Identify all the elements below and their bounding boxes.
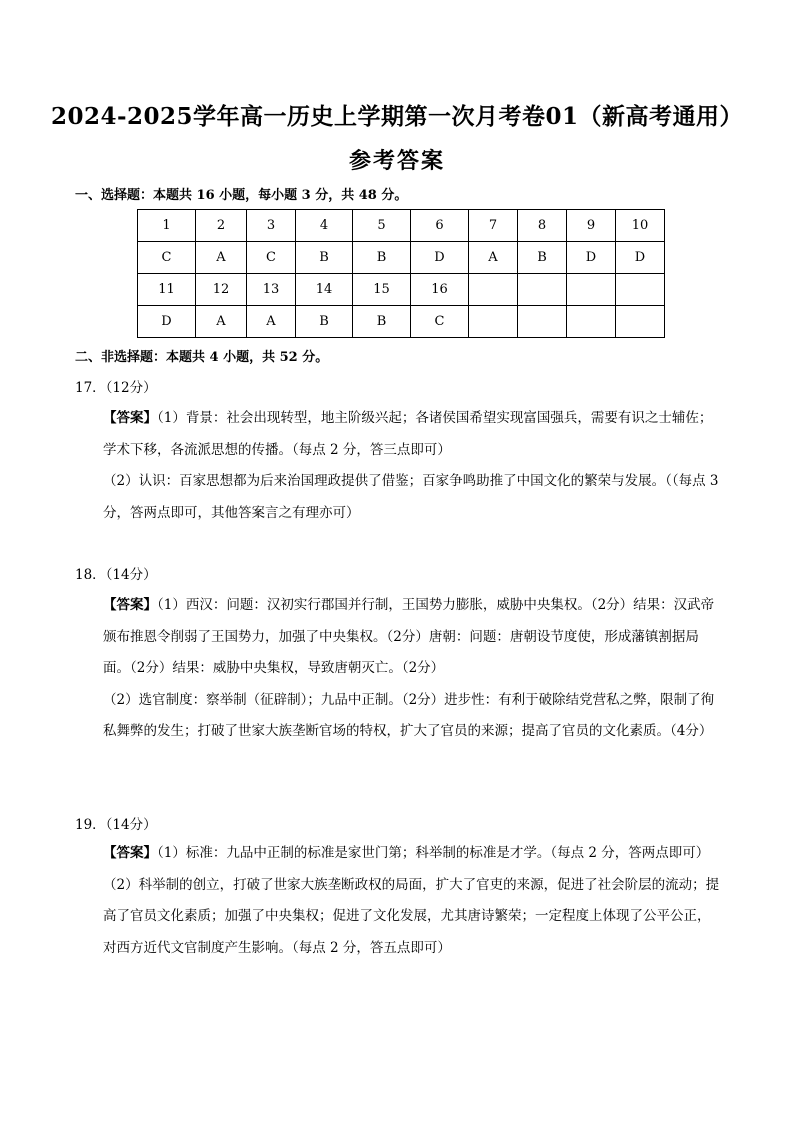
table-cell: 2 [196,210,247,242]
table-row [138,210,665,242]
document-subtitle: 参考答案 [348,148,445,174]
question-18-part2: （2）选官制度：察举制（征辟制）；九品中正制。（2分）进步性：有利于破除结党营私之弊，限制了徇私舞弊的发生；打破了世家大族垄断官场的特权，扩大了官员的来源；提高了官员的文化素质。（4分） [103,691,715,739]
table-cell [469,274,518,306]
table-cell: A [196,242,247,274]
table-cell [518,274,567,306]
table-cell: B [296,306,353,338]
table-cell: 16 [411,274,469,306]
section-heading-choice: 一、选择题：本题共 16 小题，每小题 3 分，共 48 分。 [75,188,408,203]
table-cell [567,306,616,338]
question-17-heading: 17．（12分） [75,380,157,396]
question-17-answer [103,403,723,529]
table-cell: B [353,306,411,338]
table-cell: 9 [567,210,616,242]
table-cell: 8 [518,210,567,242]
answer-tag: 【答案】 [103,597,157,613]
question-18-heading: 18．（14分） [75,567,157,583]
table-cell: C [247,242,296,274]
question-19-part2: （2）科举制的创立，打破了世家大族垄断政权的局面，扩大了官吏的来源，促进了社会阶层的流动；提高了官员文化素质；加强了中央集权；促进了文化发展，尤其唐诗繁荣；一定程度上体现了公平公正，对西方近代文官制度产生影响。（每点 2 分，答五点即可） [103,876,720,956]
table-cell: B [518,242,567,274]
question-18-part1: 【答案】（1）西汉：问题：汉初实行郡国并行制，王国势力膨胀，威胁中央集权。（2分）结果：汉武帝颁布推恩令削弱了王国势力，加强了中央集权。（2分）唐朝：问题：唐朝设节度使，形成藩镇割据局面。（2分）结果：威胁中央集权，导致唐朝灭亡。（2分） [103,597,715,676]
table-cell: 10 [616,210,665,242]
table-cell: A [469,242,518,274]
table-cell [518,306,567,338]
table-cell: 4 [296,210,353,242]
question-18-answer [103,590,723,748]
question-17-part2: （2）认识：百家思想都为后来治国理政提供了借鉴；百家争鸣助推了中国文化的繁荣与发展。（（每点 3 分，答两点即可，其他答案言之有理亦可） [103,473,719,521]
table-cell: D [138,306,196,338]
question-19-answer [103,838,723,964]
table-row [138,274,665,306]
table-cell: 15 [353,274,411,306]
question-19-heading: 19．（14分） [75,817,157,833]
table-cell: B [353,242,411,274]
table-cell: 3 [247,210,296,242]
table-cell: 6 [411,210,469,242]
table-cell: C [138,242,196,274]
table-row [138,306,665,338]
document-title: 2024-2025学年高一历史上学期第一次月考卷01（新高考通用） [50,103,744,130]
table-row [138,242,665,274]
question-19-part1: 【答案】（1）标准：九品中正制的标准是家世门第；科举制的标准是才学。（每点 2 分，答两点即可） [103,845,710,861]
table-cell: 1 [138,210,196,242]
table-cell: A [196,306,247,338]
table-cell: 7 [469,210,518,242]
table-cell: C [411,306,469,338]
table-cell [567,274,616,306]
table-cell: D [411,242,469,274]
section-heading-nonchoice: 二、非选择题：本题共 4 小题，共 52 分。 [75,350,329,365]
answer-tag: 【答案】 [103,410,157,426]
table-cell: B [296,242,353,274]
question-17-part1: 【答案】（1）背景：社会出现转型，地主阶级兴起；各诸侯国希望实现富国强兵，需要有识之士辅佐；学术下移，各流派思想的传播。（每点 2 分，答三点即可） [103,410,713,458]
answer-tag: 【答案】 [103,845,157,861]
table-cell: 14 [296,274,353,306]
table-cell: A [247,306,296,338]
answer-table [137,209,665,338]
table-cell: 11 [138,274,196,306]
table-cell: 12 [196,274,247,306]
table-cell: 5 [353,210,411,242]
table-cell: D [616,242,665,274]
table-cell: D [567,242,616,274]
table-cell: 13 [247,274,296,306]
table-cell [616,274,665,306]
table-cell [469,306,518,338]
table-cell [616,306,665,338]
